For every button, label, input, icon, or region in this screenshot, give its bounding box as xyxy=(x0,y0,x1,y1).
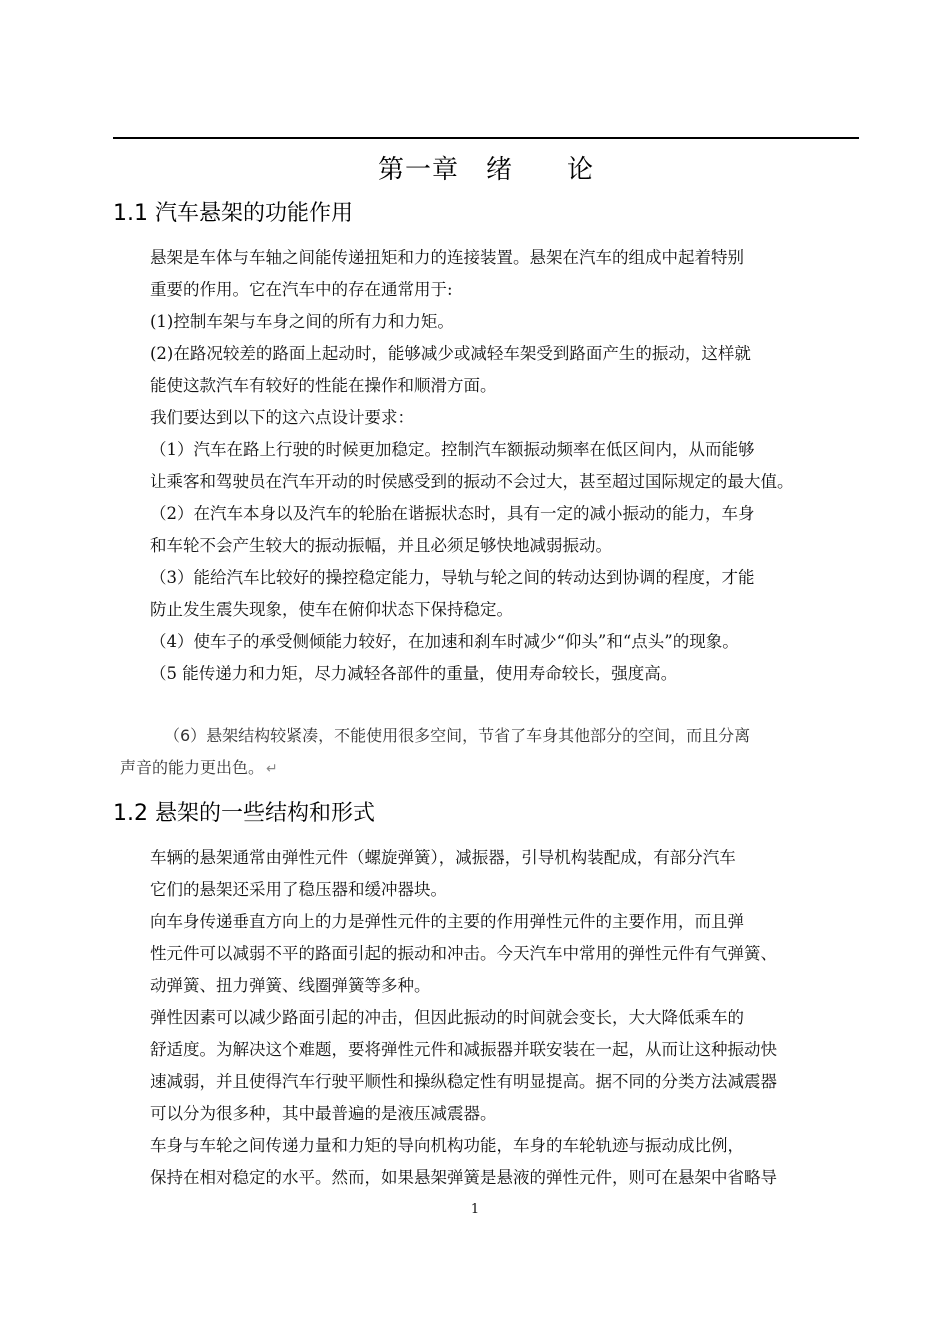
text-fragment: 声音的能力更出色。 xyxy=(120,758,265,777)
text-line: 和车轮不会产生较大的振动振幅，并且必须足够快地减弱振动。 xyxy=(150,536,612,555)
paragraph xyxy=(113,842,859,906)
text-line: （3）能给汽车比较好的操控稳定能力，导轨与轮之间的转动达到协调的程度，才能 xyxy=(150,568,755,587)
text-line: 车辆的悬架通常由弹性元件（螺旋弹簧），减振器，引导机构装配成，有部分汽车 xyxy=(150,848,736,867)
text-line: 保持在相对稳定的水平。然而，如果悬架弹簧是悬液的弹性元件，则可在悬架中省略导 xyxy=(150,1168,777,1187)
requirement-item xyxy=(113,658,859,690)
page-number: 1 xyxy=(470,1202,480,1217)
pasted-requirement-item xyxy=(120,720,859,785)
paragraph xyxy=(113,1130,859,1194)
header-rule xyxy=(113,137,859,139)
text-line: 车身与车轮之间传递力量和力矩的导向机构功能，车身的车轮轨迹与振动成比例， xyxy=(150,1136,744,1155)
text-line: 动弹簧、扭力弹簧、线圈弹簧等多种。 xyxy=(150,976,431,995)
text-line: 让乘客和驾驶员在汽车开动的时侯感受到的振动不会过大，甚至超过国际规定的最大值。 xyxy=(150,472,794,491)
chapter-title: 第一章 绪 论 xyxy=(377,155,594,185)
text-line: 弹性因素可以减少路面引起的冲击，但因此振动的时间就会变长，大大降低乘车的 xyxy=(150,1008,744,1027)
paragraph xyxy=(113,306,859,338)
requirement-item xyxy=(113,562,859,626)
paragraph xyxy=(113,1002,859,1130)
requirement-item xyxy=(113,434,859,498)
text-line: (2)在路况较差的路面上起动时，能够减少或减轻车架受到路面产生的振动，这样就 xyxy=(150,344,751,363)
section-heading-1-1: 1.1 汽车悬架的功能作用 xyxy=(113,201,353,226)
text-line: 重要的作用。它在汽车中的存在通常用于: xyxy=(150,280,453,299)
section-heading-1-2: 1.2 悬架的一些结构和形式 xyxy=(113,801,375,826)
text-line: 向车身传递垂直方向上的力是弹性元件的主要的作用弹性元件的主要作用，而且弹 xyxy=(150,912,744,931)
text-line: （2）在汽车本身以及汽车的轮胎在谐振状态时，具有一定的减小振动的能力，车身 xyxy=(150,504,755,523)
text-line: (1)控制车架与车身之间的所有力和力矩。 xyxy=(150,312,454,331)
paragraph xyxy=(113,242,859,306)
text-line: 防止发生震失现象，使车在俯仰状态下保持稳定。 xyxy=(150,600,513,619)
text-line: 悬架是车体与车轴之间能传递扭矩和力的连接装置。悬架在汽车的组成中起着特别 xyxy=(150,248,744,267)
requirement-item xyxy=(113,626,859,658)
paragraph xyxy=(113,906,859,1002)
text-line: 可以分为很多种，其中最普遍的是液压减震器。 xyxy=(150,1104,497,1123)
text-line: 能使这款汽车有较好的性能在操作和顺滑方面。 xyxy=(150,376,497,395)
text-line: 速减弱，并且使得汽车行驶平顺性和操纵稳定性有明显提高。据不同的分类方法减震器 xyxy=(150,1072,777,1091)
text-line: （1）汽车在路上行驶的时候更加稳定。控制汽车额振动频率在低区间内，从而能够 xyxy=(150,440,755,459)
text-line: 性元件可以减弱不平的路面引起的振动和冲击。今天汽车中常用的弹性元件有气弹簧、 xyxy=(150,944,777,963)
paragraph-return-mark-icon: ↵ xyxy=(266,761,278,777)
text-line: 它们的悬架还采用了稳压器和缓冲器块。 xyxy=(150,880,447,899)
text-line: （5 能传递力和力矩，尽力减轻各部件的重量，使用寿命较长，强度高。 xyxy=(150,664,678,683)
text-line: （6）悬架结构较紧凑，不能使用很多空间，节省了车身其他部分的空间，而且分离 xyxy=(164,726,751,745)
text-line: 舒适度。为解决这个难题，要将弹性元件和减振器并联安装在一起，从而让这种振动快 xyxy=(150,1040,777,1059)
text-line xyxy=(120,752,859,785)
requirement-item xyxy=(113,498,859,562)
paragraph xyxy=(113,338,859,402)
paragraph xyxy=(113,402,859,434)
text-line: （4）使车子的承受侧倾能力较好，在加速和刹车时减少“仰头”和“点头”的现象。 xyxy=(150,632,739,651)
text-line: 我们要达到以下的这六点设计要求： xyxy=(150,408,414,427)
